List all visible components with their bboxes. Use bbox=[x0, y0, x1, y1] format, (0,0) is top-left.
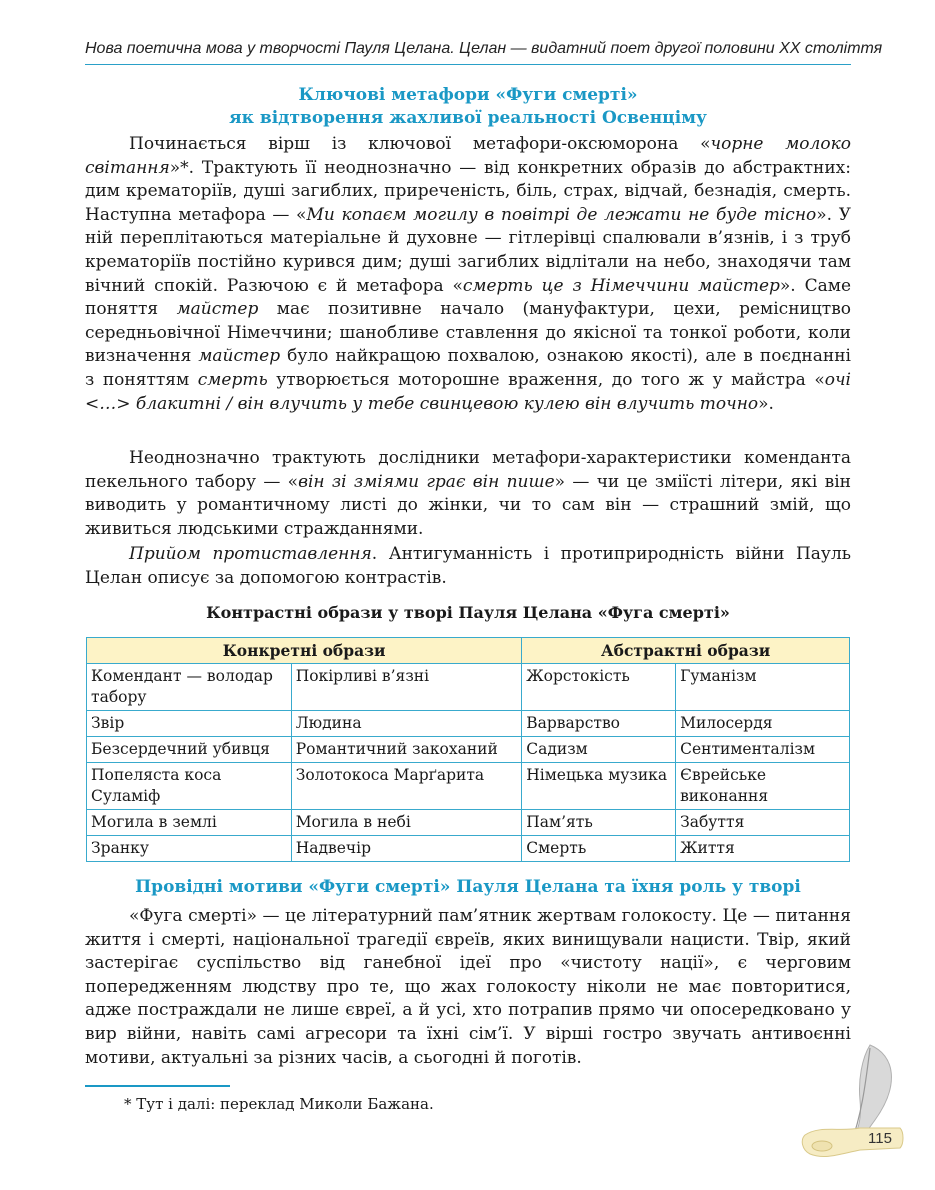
paragraph-4: «Фуга смерті» — це літературний пам’ятник жертвам голокосту. Це — питання життя і смерті, національної трагедії євреїв, яких винищували нацисти. Твір, який застерігає суспільство від ганебної ідеї про «чистоту нації», є черговим попередженням людству про те, що жах голокосту ніколи не має повторитися, адже постраждали не лише євреї, а й усі, хто потрапив прямо чи опосередковано у вир війни, навіть самі агресори та їхні сім’ї. У вірші гостро звучать антивоєнні мотиви, актуальні за різних часів, а сьогодні й поготів. bbox=[85, 906, 851, 1068]
p1-text: утворюється моторошне враження, до того ж у майстра « bbox=[267, 369, 825, 390]
table-row bbox=[87, 737, 850, 763]
running-header: Нова поетична мова у творчості Пауля Целана. Целан — видатний поет другої половини ХХ століття bbox=[85, 40, 883, 57]
p1-text: ». bbox=[758, 393, 774, 414]
p2-text: » — чи це зміїсті літери, які він виводить у романтичному листі до жінки, чи то сам він — страшний змій, що живиться людськими стражданнями. bbox=[85, 471, 851, 539]
footnote-divider bbox=[85, 1085, 230, 1087]
paragraph-2 bbox=[85, 447, 851, 541]
table-cell: Жорстокість bbox=[522, 664, 676, 711]
table-cell: Надвечір bbox=[291, 836, 522, 862]
table-cell: Варварство bbox=[522, 711, 676, 737]
p1-text: ». Саме поняття bbox=[85, 275, 852, 320]
p1-quote: Ми копаєм могилу в повітрі де лежати не буде тісно bbox=[306, 204, 817, 225]
p1-quote: чорне молоко світання bbox=[85, 134, 851, 178]
table-cell: Життя bbox=[676, 836, 850, 862]
p2-quote: він зі зміями грає він пише bbox=[298, 471, 555, 492]
p1-text: було найкращою похвалою, ознакою якості), але в поєднанні з поняттям bbox=[85, 346, 851, 390]
table-cell: Золотокоса Марґарита bbox=[291, 763, 522, 810]
table-cell: Романтичний закоханий bbox=[291, 737, 522, 763]
p1-quote: очі <…> блакитні / він влучить у тебе свинцевою кулею він влучить точно bbox=[85, 369, 851, 414]
header-divider bbox=[85, 64, 851, 65]
header-concrete: Конкретні образи bbox=[87, 638, 522, 664]
table-row bbox=[87, 711, 850, 737]
p1-quote: смерть це з Німеччини майстер bbox=[462, 275, 780, 296]
paragraph-3 bbox=[85, 543, 851, 590]
p1-term: смерть bbox=[197, 369, 268, 390]
table-row bbox=[87, 763, 850, 810]
table-cell: Смерть bbox=[522, 836, 676, 862]
table-cell: Звір bbox=[87, 711, 292, 737]
table-row bbox=[87, 836, 850, 862]
p1-term: майстер bbox=[176, 299, 259, 320]
table-cell: Людина bbox=[291, 711, 522, 737]
p1-text: »*. Трактують її неоднозначно — від конкретних образів до абстрактних: дим крематоріїв, душі загиблих, приреченість, біль, страх, відчай, безнадія, смерть. Наступна метафора — « bbox=[85, 157, 851, 225]
p1-text: Починається вірш із ключової метафори-оксюморона « bbox=[129, 134, 711, 154]
table-cell: Могила в небі bbox=[291, 810, 522, 836]
table-cell: Німецька музика bbox=[522, 763, 676, 810]
p1-term: майстер bbox=[198, 346, 281, 367]
table-cell: Попеляста коса Суламіф bbox=[87, 763, 292, 810]
table-row bbox=[87, 810, 850, 836]
table-cell: Милосердя bbox=[676, 711, 850, 737]
table-header-row bbox=[87, 638, 850, 664]
table-cell: Зранку bbox=[87, 836, 292, 862]
page-number: 115 bbox=[868, 1130, 892, 1147]
table-caption: Контрастні образи у творі Пауля Целана «Фуга смерті» bbox=[206, 603, 730, 622]
table-cell: Єврейське виконання bbox=[676, 763, 850, 810]
table-cell: Безсердечний убивця bbox=[87, 737, 292, 763]
contrast-table bbox=[86, 637, 850, 862]
table-cell: Могила в землі bbox=[87, 810, 292, 836]
p2-text: Неоднозначно трактують дослідники метафори-характеристики коменданта пекельного табору — « bbox=[85, 448, 851, 492]
footnote: * Тут і далі: переклад Миколи Бажана. bbox=[124, 1095, 434, 1113]
p3-term: Прийом протиставлення bbox=[129, 544, 372, 564]
p1-text: ». У ній переплітаються матеріальне й духовне — гітлерівці спалювали в’язнів, і з труб крематоріїв постійно курився дим; душі загиблих відлітали на небо, знаходячи там вічний спокій. Разючою є й метафора « bbox=[85, 204, 851, 296]
section-title-1 bbox=[85, 84, 851, 130]
table-cell: Покірливі в’язні bbox=[291, 664, 522, 711]
table-cell: Сентименталізм bbox=[676, 737, 850, 763]
section-title-2: Провідні мотиви «Фуги смерті» Пауля Целана та їхня роль у творі bbox=[135, 877, 801, 897]
table-cell: Пам’ять bbox=[522, 810, 676, 836]
header-abstract: Абстрактні образи bbox=[522, 638, 850, 664]
table-cell: Гуманізм bbox=[676, 664, 850, 711]
table-cell: Забуття bbox=[676, 810, 850, 836]
p1-text: має позитивне начало (мануфактури, цехи, ремісництво середньовічної Німеччини; шанобливе ставлення до якісної та тонкої роботи, коли визначення bbox=[85, 299, 851, 367]
table-cell: Садизм bbox=[522, 737, 676, 763]
table-cell: Комендант — володар табору bbox=[87, 664, 292, 711]
table-row bbox=[87, 664, 850, 711]
p3-text: . Антигуманність і протиприродність війни Пауль Целан описує за допомогою контрастів. bbox=[85, 544, 851, 588]
section-title-1-line2: як відтворення жахливої реальності Освенціму bbox=[229, 108, 707, 128]
section-title-1-line1: Ключові метафори «Фуги смерті» bbox=[298, 85, 638, 105]
paragraph-1 bbox=[85, 133, 851, 416]
